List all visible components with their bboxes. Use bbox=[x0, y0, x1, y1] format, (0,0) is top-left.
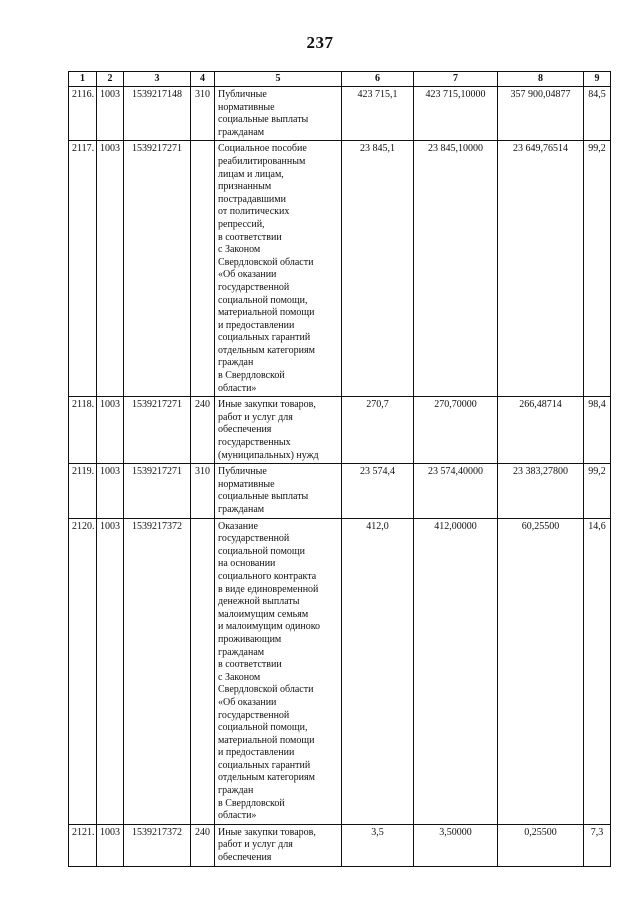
adjusted-amount: 412,00000 bbox=[414, 518, 498, 824]
adjusted-amount: 3,50000 bbox=[414, 824, 498, 866]
executed-amount: 0,25500 bbox=[498, 824, 584, 866]
execution-percent: 99,2 bbox=[584, 141, 611, 397]
page-number: 237 bbox=[306, 33, 334, 52]
item-name: Публичные нормативные социальные выплаты гражданам bbox=[215, 464, 342, 518]
table-row bbox=[69, 464, 611, 518]
section-code: 1003 bbox=[97, 518, 124, 824]
item-name: Социальное пособие реабилитированным лицам и лицам, признанным пострадавшими от политических репрессий, в соответствии с Законом Свердловской области «Об оказании государственной социальной помощи, материальной помощи и предоставлении социальных гарантий отдельным категориям граждан в Свердловской области» bbox=[215, 141, 342, 397]
column-header: 3 bbox=[124, 72, 191, 87]
column-header: 2 bbox=[97, 72, 124, 87]
expense-type-code: 310 bbox=[191, 87, 215, 141]
column-header: 8 bbox=[498, 72, 584, 87]
target-code: 1539217148 bbox=[124, 87, 191, 141]
item-name: Оказание государственной социальной помощи на основании социального контракта в виде единовременной денежной выплаты малоимущим семьям и малоимущим одиноко проживающим гражданам в соответствии с Законом Свердловской области «Об оказании государственной социальной помощи, материальной помощи и предоставлении социальных гарантий отдельным категориям граждан в Свердловской области» bbox=[215, 518, 342, 824]
execution-percent: 98,4 bbox=[584, 397, 611, 464]
item-name: Иные закупки товаров, работ и услуг для обеспечения bbox=[215, 824, 342, 866]
adjusted-amount: 23 574,40000 bbox=[414, 464, 498, 518]
execution-percent: 99,2 bbox=[584, 464, 611, 518]
section-code: 1003 bbox=[97, 141, 124, 397]
row-number: 2120. bbox=[69, 518, 97, 824]
executed-amount: 23 383,27800 bbox=[498, 464, 584, 518]
execution-percent: 14,6 bbox=[584, 518, 611, 824]
section-code: 1003 bbox=[97, 87, 124, 141]
planned-amount: 3,5 bbox=[342, 824, 414, 866]
item-name: Иные закупки товаров, работ и услуг для обеспечения государственных (муниципальных) нужд bbox=[215, 397, 342, 464]
row-number: 2119. bbox=[69, 464, 97, 518]
section-code: 1003 bbox=[97, 397, 124, 464]
adjusted-amount: 270,70000 bbox=[414, 397, 498, 464]
column-header: 5 bbox=[215, 72, 342, 87]
executed-amount: 60,25500 bbox=[498, 518, 584, 824]
expense-type-code: 310 bbox=[191, 464, 215, 518]
executed-amount: 357 900,04877 bbox=[498, 87, 584, 141]
table-row bbox=[69, 824, 611, 866]
planned-amount: 23 574,4 bbox=[342, 464, 414, 518]
section-code: 1003 bbox=[97, 824, 124, 866]
row-number: 2118. bbox=[69, 397, 97, 464]
expense-type-code: 240 bbox=[191, 824, 215, 866]
planned-amount: 23 845,1 bbox=[342, 141, 414, 397]
target-code: 1539217271 bbox=[124, 141, 191, 397]
expense-type-code bbox=[191, 141, 215, 397]
planned-amount: 412,0 bbox=[342, 518, 414, 824]
expense-type-code: 240 bbox=[191, 397, 215, 464]
expense-type-code bbox=[191, 518, 215, 824]
row-number: 2116. bbox=[69, 87, 97, 141]
column-header: 4 bbox=[191, 72, 215, 87]
target-code: 1539217271 bbox=[124, 397, 191, 464]
table-row bbox=[69, 141, 611, 397]
planned-amount: 423 715,1 bbox=[342, 87, 414, 141]
table-row bbox=[69, 87, 611, 141]
column-header: 9 bbox=[584, 72, 611, 87]
executed-amount: 23 649,76514 bbox=[498, 141, 584, 397]
row-number: 2121. bbox=[69, 824, 97, 866]
target-code: 1539217372 bbox=[124, 518, 191, 824]
execution-percent: 84,5 bbox=[584, 87, 611, 141]
budget-table bbox=[68, 71, 611, 867]
adjusted-amount: 23 845,10000 bbox=[414, 141, 498, 397]
table-header-row bbox=[69, 72, 611, 87]
column-header: 6 bbox=[342, 72, 414, 87]
table-row bbox=[69, 518, 611, 824]
row-number: 2117. bbox=[69, 141, 97, 397]
item-name: Публичные нормативные социальные выплаты гражданам bbox=[215, 87, 342, 141]
execution-percent: 7,3 bbox=[584, 824, 611, 866]
column-header: 1 bbox=[69, 72, 97, 87]
section-code: 1003 bbox=[97, 464, 124, 518]
target-code: 1539217271 bbox=[124, 464, 191, 518]
planned-amount: 270,7 bbox=[342, 397, 414, 464]
table-row bbox=[69, 397, 611, 464]
target-code: 1539217372 bbox=[124, 824, 191, 866]
adjusted-amount: 423 715,10000 bbox=[414, 87, 498, 141]
column-header: 7 bbox=[414, 72, 498, 87]
executed-amount: 266,48714 bbox=[498, 397, 584, 464]
